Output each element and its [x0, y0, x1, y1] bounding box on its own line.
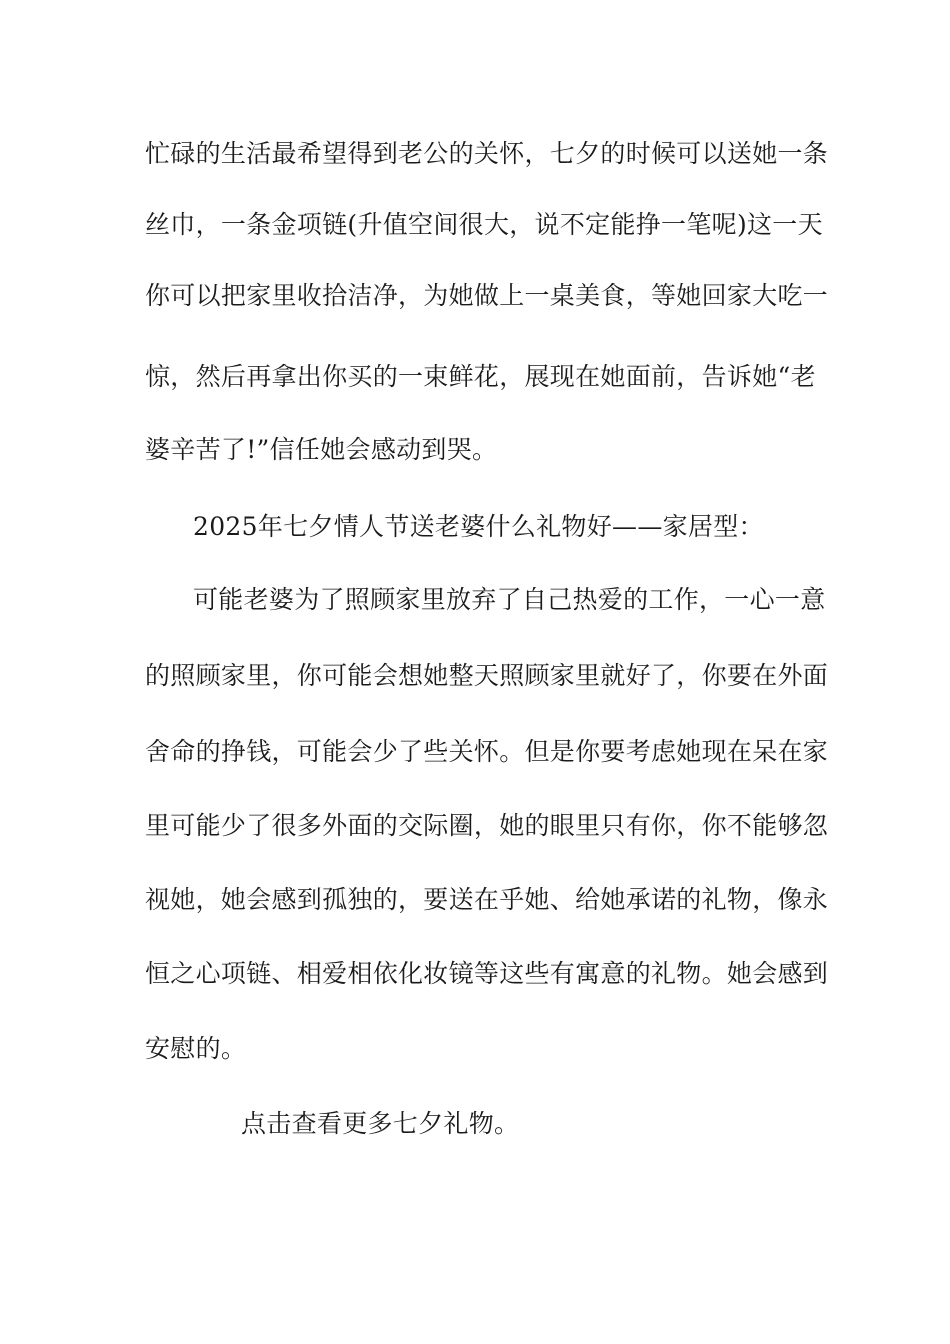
paragraph-2-line-3: 舍命的挣钱，可能会少了些关怀。但是你要考虑她现在呆在家 [145, 737, 829, 766]
paragraph-2-line-6: 恒之心项链、相爱相依化妆镜等这些有寓意的礼物。她会感到 [145, 959, 829, 988]
paragraph-2-line-4: 里可能少了很多外面的交际圈，她的眼里只有你，你不能够忽 [145, 811, 829, 840]
paragraph-2-line-5: 视她，她会感到孤独的，要送在乎她、给她承诺的礼物，像永 [145, 885, 829, 914]
paragraph-2-line-2: 的照顾家里，你可能会想她整天照顾家里就好了，你要在外面 [145, 661, 829, 690]
paragraph-1-line-2: 丝巾，一条金项链(升值空间很大，说不定能挣一笔呢)这一天 [145, 210, 823, 239]
paragraph-2-line-7: 安慰的。 [145, 1034, 247, 1063]
paragraph-1-line-1: 忙碌的生活最希望得到老公的关怀，七夕的时候可以送她一条 [145, 139, 829, 168]
paragraph-1-line-5: 婆辛苦了!”信任她会感动到哭。 [145, 435, 498, 464]
paragraph-1-line-3: 你可以把家里收拾洁净，为她做上一桌美食，等她回家大吃一 [145, 281, 829, 310]
paragraph-1-line-4: 惊，然后再拿出你买的一束鲜花，展现在她面前，告诉她“老 [145, 362, 816, 391]
more-gifts-link[interactable]: 点击查看更多七夕礼物。 [241, 1109, 520, 1138]
section-heading: 2025年七夕情人节送老婆什么礼物好——家居型： [193, 512, 764, 541]
paragraph-2-line-1: 可能老婆为了照顾家里放弃了自己热爱的工作，一心一意 [193, 585, 826, 614]
